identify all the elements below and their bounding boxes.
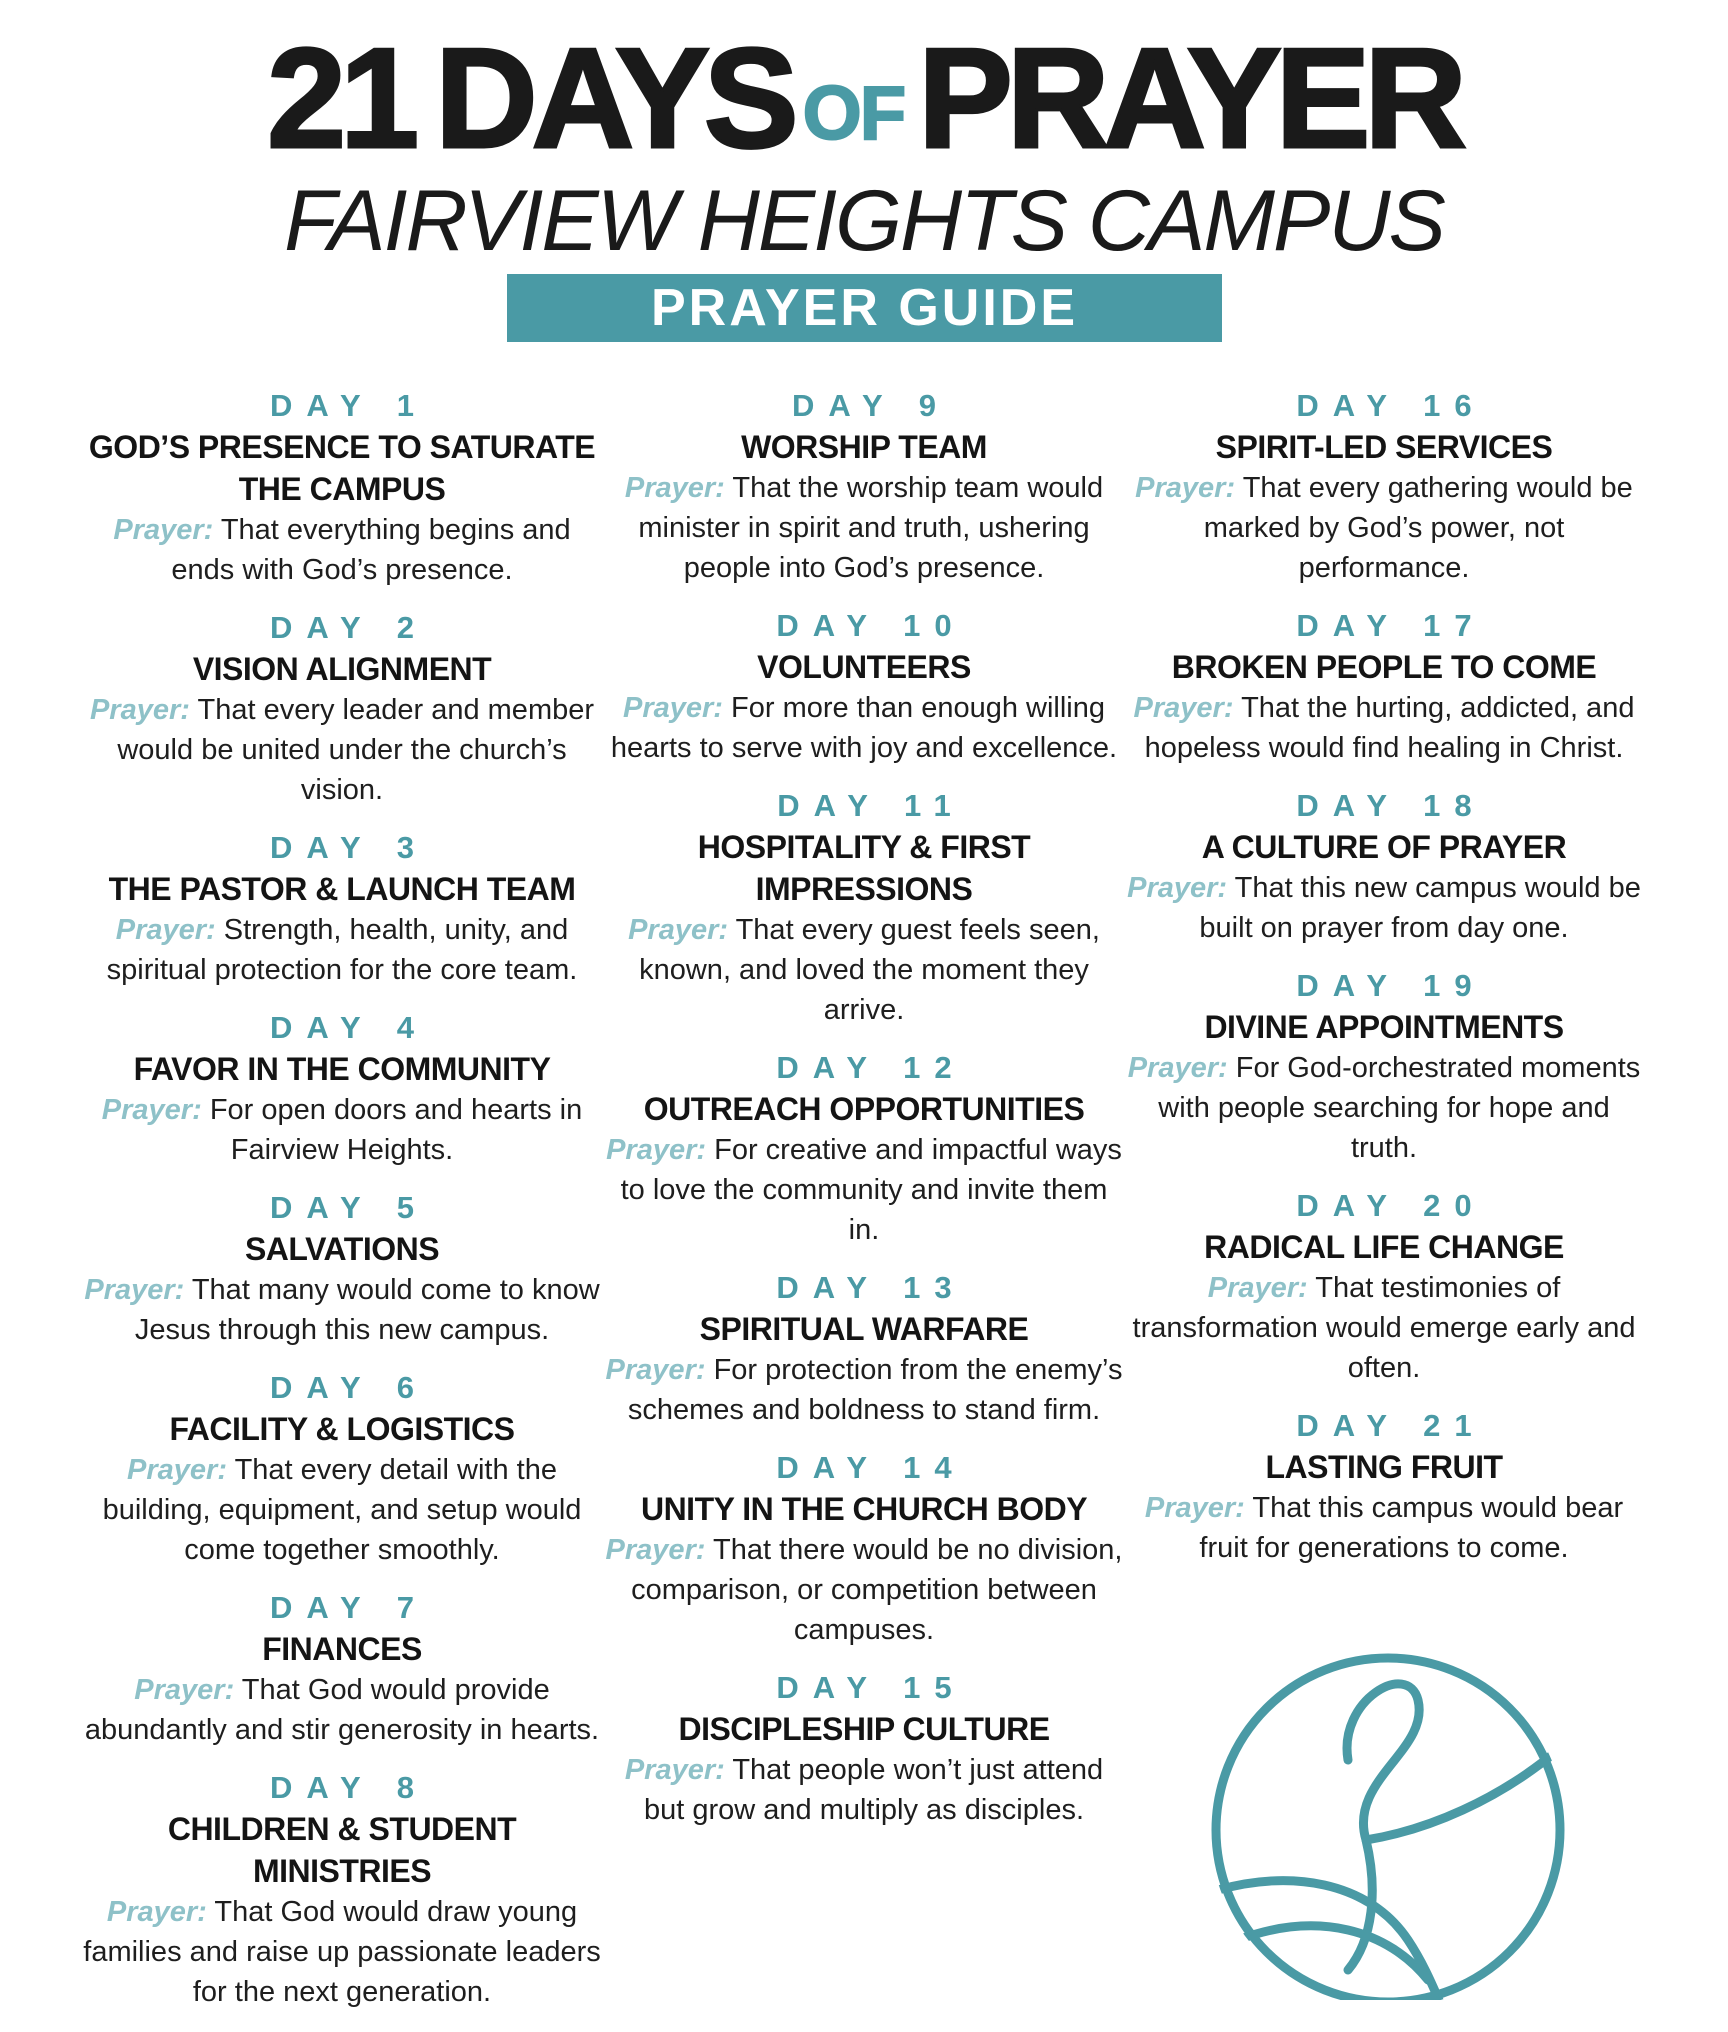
prayer-body: That the hurting, addicted, and hopeless would find healing in Christ.	[1144, 692, 1635, 764]
day-title: VISION ALIGNMENT	[192, 651, 492, 687]
day-prayer-text	[82, 910, 602, 990]
day-entry	[604, 1450, 1124, 1650]
prayer-body: That this campus would bear fruit for generations to come.	[1199, 1492, 1624, 1564]
prayer-body: That there would be no division, comparison, or competition between campuses.	[631, 1534, 1123, 1646]
day-title: FINANCES	[262, 1631, 422, 1667]
prayer-keyword: Prayer:	[624, 1754, 725, 1786]
prayer-body: Strength, health, unity, and spiritual protection for the core team.	[106, 914, 578, 986]
prayer-body: For more than enough willing hearts to serve with joy and excellence.	[610, 692, 1118, 764]
prayer-body: That every leader and member would be united under the church’s vision.	[117, 694, 595, 806]
day-label: DAY 21	[1296, 1408, 1486, 1443]
prayer-keyword: Prayer:	[1207, 1272, 1308, 1304]
title-days: DAYS	[435, 19, 793, 178]
prayer-keyword: Prayer:	[1133, 692, 1234, 724]
day-title: SALVATIONS	[244, 1231, 440, 1267]
day-entry	[1124, 788, 1644, 948]
day-prayer-text	[604, 1350, 1124, 1430]
day-prayer-text	[82, 1892, 602, 2012]
prayer-body: That the worship team would minister in spirit and truth, ushering people into God’s presence.	[638, 472, 1104, 584]
day-prayer-text	[604, 1130, 1124, 1250]
prayer-body: For creative and impactful ways to love the community and invite them in.	[620, 1134, 1122, 1246]
day-prayer-text	[1124, 1048, 1644, 1168]
day-entry	[1124, 1408, 1644, 1568]
prayer-body: That God would draw young families and raise up passionate leaders for the next generation.	[83, 1896, 601, 2008]
day-prayer-text	[604, 1530, 1124, 1650]
day-label: DAY 9	[792, 388, 950, 423]
day-label: DAY 14	[776, 1450, 966, 1485]
day-label: DAY 15	[776, 1670, 966, 1705]
column-1	[82, 388, 602, 2032]
prayer-keyword: Prayer:	[605, 1534, 706, 1566]
prayer-body: For open doors and hearts in Fairview Heights.	[209, 1094, 583, 1166]
day-title: DISCIPLESHIP CULTURE	[678, 1711, 1050, 1747]
prayer-keyword: Prayer:	[605, 1354, 706, 1386]
day-label: DAY 20	[1296, 1188, 1486, 1223]
day-title: GOD’S PRESENCE TO SATURATE THE CAMPUS	[88, 429, 596, 507]
page-header	[0, 0, 1728, 360]
day-entry	[1124, 388, 1644, 588]
day-title: SPIRIT-LED SERVICES	[1215, 429, 1553, 465]
prayer-keyword: Prayer:	[134, 1674, 235, 1706]
day-prayer-text	[82, 690, 602, 810]
day-prayer-text	[604, 688, 1124, 768]
prayer-keyword: Prayer:	[115, 914, 216, 946]
day-title: HOSPITALITY & FIRST IMPRESSIONS	[697, 829, 1031, 907]
day-label: DAY 5	[270, 1190, 428, 1225]
day-entry	[82, 610, 602, 810]
day-entry	[604, 1270, 1124, 1430]
prayer-body: That every guest feels seen, known, and loved the moment they arrive.	[639, 914, 1100, 1026]
day-title: CHILDREN & STUDENT MINISTRIES	[167, 1811, 517, 1889]
day-entry	[1124, 608, 1644, 768]
day-entry	[604, 1670, 1124, 1830]
day-entry	[82, 1590, 602, 1750]
day-title: SPIRITUAL WARFARE	[699, 1311, 1029, 1347]
day-prayer-text	[82, 1270, 602, 1350]
day-title: A CULTURE OF PRAYER	[1201, 829, 1567, 865]
day-label: DAY 17	[1296, 608, 1486, 643]
day-title: OUTREACH OPPORTUNITIES	[643, 1091, 1085, 1127]
day-title: LASTING FRUIT	[1265, 1449, 1503, 1485]
day-title: RADICAL LIFE CHANGE	[1204, 1229, 1564, 1265]
day-label: DAY 4	[270, 1010, 428, 1045]
day-entry	[82, 830, 602, 990]
day-entry	[604, 608, 1124, 768]
day-label: DAY 3	[270, 830, 428, 865]
day-prayer-text	[1124, 1488, 1644, 1568]
prayer-keyword: Prayer:	[89, 694, 190, 726]
column-2	[604, 388, 1124, 1850]
day-label: DAY 8	[270, 1770, 428, 1805]
prayer-keyword: Prayer:	[624, 472, 725, 504]
prayer-body: That every gathering would be marked by God’s power, not performance.	[1203, 472, 1633, 584]
day-prayer-text	[82, 510, 602, 590]
day-label: DAY 18	[1296, 788, 1486, 823]
day-title: UNITY IN THE CHURCH BODY	[640, 1491, 1088, 1527]
prayer-keyword: Prayer:	[628, 914, 729, 946]
prayer-body: For God-orchestrated moments with people searching for hope and truth.	[1158, 1052, 1641, 1164]
prayer-body: That testimonies of transformation would emerge early and often.	[1132, 1272, 1636, 1384]
prayer-body: For protection from the enemy’s schemes and boldness to stand firm.	[627, 1354, 1123, 1426]
day-prayer-text	[82, 1090, 602, 1170]
day-label: DAY 11	[777, 788, 965, 823]
day-entry	[604, 788, 1124, 1030]
day-label: DAY 13	[776, 1270, 966, 1305]
prayer-keyword: Prayer:	[1127, 872, 1228, 904]
day-entry	[82, 1370, 602, 1570]
prayer-keyword: Prayer:	[84, 1274, 185, 1306]
day-entry	[1124, 968, 1644, 1168]
prayer-keyword: Prayer:	[606, 1134, 707, 1166]
page-title	[0, 19, 1728, 178]
day-label: DAY 16	[1296, 388, 1486, 423]
day-title: WORSHIP TEAM	[741, 429, 987, 465]
prayer-keyword: Prayer:	[1127, 1052, 1228, 1084]
day-label: DAY 2	[270, 610, 428, 645]
day-entry	[1124, 1188, 1644, 1388]
prayer-keyword: Prayer:	[127, 1454, 228, 1486]
day-prayer-text	[82, 1450, 602, 1570]
prayer-guide-banner: PRAYER GUIDE	[507, 274, 1222, 342]
day-title: VOLUNTEERS	[757, 649, 971, 685]
day-label: DAY 10	[776, 608, 966, 643]
day-prayer-text	[1124, 468, 1644, 588]
day-title: FACILITY & LOGISTICS	[169, 1411, 515, 1447]
day-entry	[604, 1050, 1124, 1250]
prayer-keyword: Prayer:	[106, 1896, 207, 1928]
day-entry	[604, 388, 1124, 588]
day-label: DAY 12	[776, 1050, 966, 1085]
prayer-keyword: Prayer:	[622, 692, 723, 724]
day-prayer-text	[604, 1750, 1124, 1830]
day-prayer-text	[604, 468, 1124, 588]
day-title: THE PASTOR & LAUNCH TEAM	[108, 871, 576, 907]
prayer-body: That every detail with the building, equipment, and setup would come together smoothly.	[102, 1454, 582, 1566]
prayer-body: That this new campus would be built on prayer from day one.	[1199, 872, 1641, 944]
church-logo-icon	[1198, 1640, 1578, 2000]
prayer-keyword: Prayer:	[1144, 1492, 1245, 1524]
day-prayer-text	[1124, 688, 1644, 768]
day-label: DAY 7	[270, 1590, 428, 1625]
prayer-body: That God would provide abundantly and stir generosity in hearts.	[84, 1674, 600, 1746]
day-entry	[82, 1010, 602, 1170]
prayer-body: That many would come to know Jesus through this new campus.	[134, 1274, 600, 1346]
day-prayer-text	[604, 910, 1124, 1030]
day-prayer-text	[1124, 868, 1644, 948]
day-label: DAY 1	[270, 388, 428, 423]
page-subtitle: FAIRVIEW HEIGHTS CAMPUS	[284, 173, 1444, 269]
day-entry	[82, 1770, 602, 2012]
day-title: DIVINE APPOINTMENTS	[1204, 1009, 1564, 1045]
day-prayer-text	[1124, 1268, 1644, 1388]
prayer-keyword: Prayer:	[101, 1094, 202, 1126]
day-label: DAY 6	[270, 1370, 428, 1405]
title-of: OF	[802, 71, 905, 156]
day-entry	[82, 1190, 602, 1350]
prayer-keyword: Prayer:	[113, 514, 214, 546]
day-title: FAVOR IN THE COMMUNITY	[133, 1051, 551, 1087]
day-title: BROKEN PEOPLE TO COME	[1171, 649, 1597, 685]
day-entry	[82, 388, 602, 590]
prayer-body: That people won’t just attend but grow and multiply as disciples.	[643, 1754, 1104, 1826]
day-label: DAY 19	[1296, 968, 1486, 1003]
prayer-body: That everything begins and ends with God’s presence.	[171, 514, 571, 586]
prayer-keyword: Prayer:	[1135, 472, 1236, 504]
title-number: 21	[267, 19, 414, 178]
column-3	[1124, 388, 1644, 1588]
day-prayer-text	[82, 1670, 602, 1750]
title-prayer: PRAYER	[918, 19, 1461, 178]
